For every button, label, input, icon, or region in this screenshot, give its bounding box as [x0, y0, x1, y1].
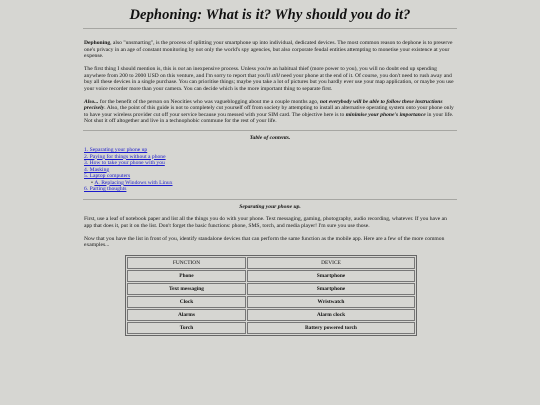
function-cell: Clock — [127, 296, 246, 308]
function-cell: Torch — [127, 322, 246, 334]
device-cell: Alarm clock — [247, 309, 415, 321]
section-title: Separating your phone up. — [239, 203, 301, 210]
toc-link-paying[interactable]: 2. Paying for things without a phone — [84, 153, 166, 160]
table-of-contents — [84, 147, 456, 193]
toc-item — [84, 186, 456, 193]
table-header-row — [127, 257, 415, 269]
article-body — [84, 40, 456, 336]
divider — [83, 199, 457, 200]
function-cell: Alarms — [127, 309, 246, 321]
term: Dephoning — [84, 40, 111, 46]
table-row — [127, 309, 415, 321]
column-header: FUNCTION — [127, 257, 246, 269]
toc-link-masking[interactable]: 4. Masking — [84, 166, 110, 173]
toc-title: Table of contents. — [249, 134, 291, 141]
toc-link-laptops[interactable]: 5. Laptop computers — [84, 173, 131, 180]
table-row — [127, 283, 415, 295]
cost-paragraph: The first thing I should mention is, this is not an inexpensive process. Unless you're an habitual thief (more power to you), you will no doubt end up spending anywhere from 200 to 2000 USD on this venture, and I'm sorry to report that you'll still need your phone at the end of it. Of course, you don't need to rush away and buy all these devices in a single purchase. You can prioritise things; maybe you take a lot of pictures but you hardly ever use your map application, or maybe you use your voice recorder more than your camera. You can decide which is the more important thing to separate first. — [84, 66, 454, 92]
note-paragraph: Also... for the benefit of the person on Neocities who was vagueblogging about me a couple months ago, not everybody will be able to follow these instructions precisely. Also, the point of this guide is not to completely cut yourself off from society by attempting to install an alternative operating system onto your phone only to have your wireless provider cut off your service because you messed with your SIM card. The objective here is to minimise your phone's importance in your life. Not shut it off altogether and live in a technophobic commune for the rest of your life. — [84, 98, 454, 125]
table-row — [127, 270, 415, 282]
toc-link-separating[interactable]: 1. Separating your phone up — [84, 147, 148, 154]
toc-link-linux[interactable]: A. Replacing Windows with Linux — [94, 179, 173, 186]
column-header: DEVICE — [247, 257, 415, 269]
device-cell: Battery powered torch — [247, 322, 415, 334]
function-cell: Text messaging — [127, 283, 246, 295]
section-paragraph: Now that you have the list in front of you, identify standalone devices that can perform the same function as the mobile app. Here are a few of the more common examples... — [84, 235, 445, 249]
toc-link-take-phone[interactable]: 3. How to take your phone with you — [84, 160, 165, 167]
device-cell: Smartphone — [247, 283, 415, 295]
table-row — [127, 322, 415, 334]
page-title: Dephoning: What is it? Why should you do it? — [129, 7, 411, 23]
section-paragraph: First, use a leaf of notebook paper and list all the things you do with your phone. Text messaging, gaming, photography, audio recording, whatever. If you have an app that does it, put it on the list. Don't forget the basic functions: phone, SMS, torch, and media player! I'm sure you use those. — [84, 216, 447, 229]
function-device-table — [125, 255, 417, 336]
toc-item — [84, 173, 456, 186]
device-cell: Wristwatch — [247, 296, 415, 308]
divider — [83, 130, 457, 131]
function-cell: Phone — [127, 270, 246, 282]
device-cell: Smartphone — [247, 270, 415, 282]
divider — [83, 28, 457, 29]
intro-paragraph: Dephoning, also "unsmarting", is the process of splitting your smartphone up into individual, dedicated devices. The most common reason to dephone is to preserve one's privacy in an age of constant monitoring by not only the world's spy agencies, but also corporate feudal entities attempting to monetise your existence at your expense. — [84, 40, 453, 59]
toc-link-parting[interactable]: 6. Parting thoughts — [84, 186, 127, 193]
table-row — [127, 296, 415, 308]
